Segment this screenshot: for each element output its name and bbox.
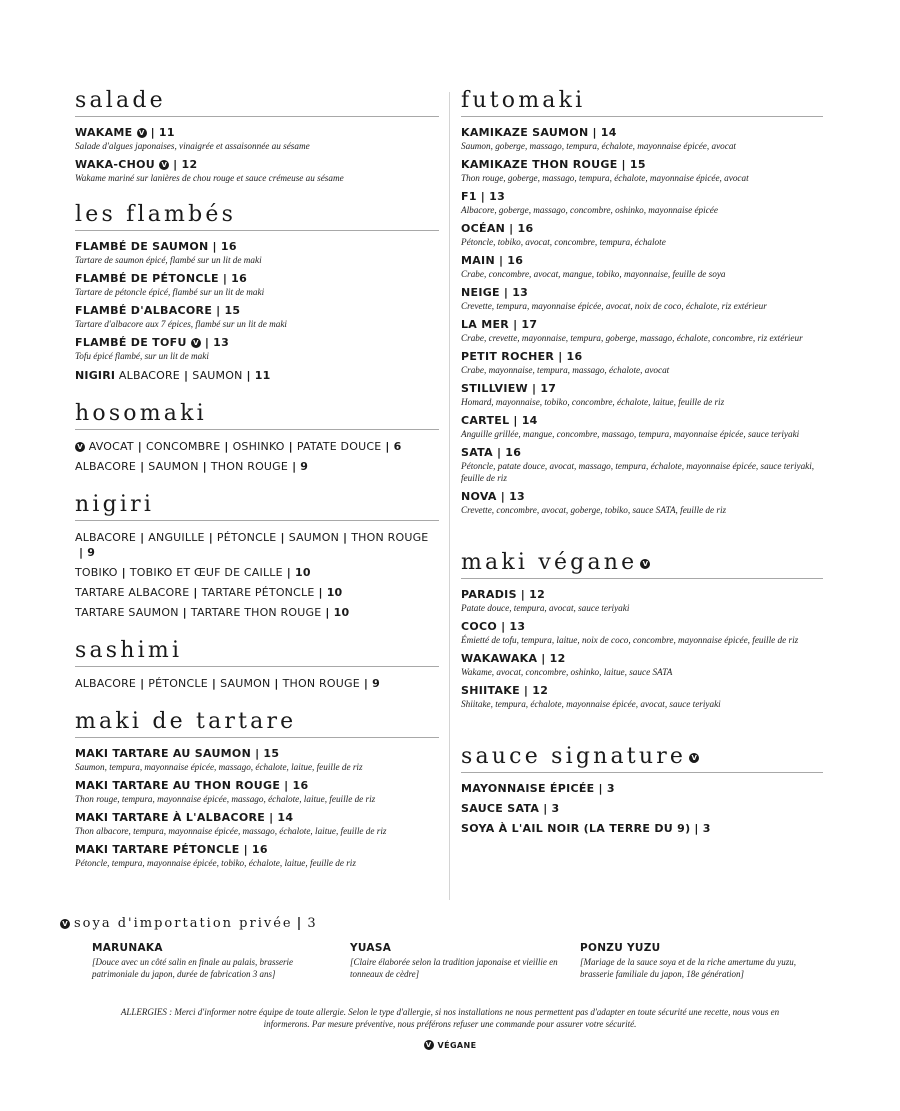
menu-item bbox=[461, 414, 823, 440]
soya-items bbox=[60, 941, 840, 989]
menu-item bbox=[461, 318, 823, 344]
menu-item-desc: Saumon, tempura, mayonnaise épicée, massago, échalote, laitue, feuille de riz bbox=[75, 762, 363, 772]
menu-item-desc: Wakame mariné sur lanières de chou rouge et sauce crémeuse au sésame bbox=[75, 173, 344, 183]
menu-item-desc: Crabe, crevette, mayonnaise, tempura, goberge, massago, échalote, concombre, riz extérieur bbox=[461, 333, 803, 343]
right-column bbox=[461, 88, 823, 854]
separator: | bbox=[121, 566, 126, 579]
section-title: hosomaki bbox=[75, 401, 439, 430]
menu-item-price: 13 bbox=[512, 286, 529, 299]
menu-item-desc: Patate douce, tempura, avocat, sauce teriyaki bbox=[461, 603, 630, 613]
vegan-icon: V bbox=[689, 753, 699, 763]
separator: | bbox=[280, 531, 285, 544]
separator: | bbox=[204, 336, 210, 349]
menu-item-name bbox=[461, 822, 823, 836]
menu-item-desc: Émietté de tofu, tempura, laitue, noix de coco, concombre, mayonnaise épicée, feuille de riz bbox=[461, 635, 799, 645]
separator: | bbox=[202, 460, 207, 473]
sauce-signature-items bbox=[461, 782, 823, 836]
vegan-icon: V bbox=[75, 442, 85, 452]
menu-item-price: 14 bbox=[277, 811, 294, 824]
soya-item bbox=[580, 941, 820, 980]
separator: | bbox=[480, 190, 486, 203]
menu-item-title: SOYA À L'AIL NOIR (LA TERRE DU 9) bbox=[461, 822, 691, 835]
menu-item-name bbox=[461, 652, 823, 666]
option-price: 6 bbox=[393, 440, 402, 453]
section-salade bbox=[75, 88, 439, 184]
vegan-icon: V bbox=[640, 559, 650, 569]
menu-item-name bbox=[461, 190, 823, 204]
menu-item-desc: Crevette, tempura, mayonnaise épicée, avocat, noix de coco, échalote, riz extérieur bbox=[461, 301, 767, 311]
menu-item-title: NOVA bbox=[461, 490, 497, 503]
menu-item bbox=[75, 158, 439, 184]
option-label: TARTARE SAUMON bbox=[75, 606, 179, 619]
menu-item-title: MAKI TARTARE AU THON ROUGE bbox=[75, 779, 281, 792]
menu-item-price: 12 bbox=[532, 684, 549, 697]
menu-item-title: OCÉAN bbox=[461, 222, 506, 235]
section-title: maki de tartare bbox=[75, 709, 439, 738]
option-row bbox=[75, 565, 439, 580]
menu-item-price: 3 bbox=[606, 782, 615, 795]
menu-item-desc: Thon rouge, goberge, massago, tempura, échalote, mayonnaise épicée, avocat bbox=[461, 173, 749, 183]
menu-item bbox=[75, 304, 439, 330]
option-label: THON ROUGE bbox=[282, 677, 360, 690]
menu-item-title: NEIGE bbox=[461, 286, 500, 299]
menu-item-price: 12 bbox=[529, 588, 546, 601]
menu-item-title: FLAMBÉ DE TOFU bbox=[75, 336, 187, 349]
menu-item-name bbox=[75, 747, 439, 761]
allergies-notice: ALLERGIES : Merci d'informer notre équipe de toute allergie. Selon le type d'allergie, si nos installations ne nous permettent pas d'adapter en toute sécurité une recette, nous vous en informerons. Par mesure préventive, nous préférons refuser une commande pour assurer votre sécurité. bbox=[120, 1007, 780, 1029]
menu-item-name bbox=[461, 158, 823, 172]
menu-item-price: 15 bbox=[224, 304, 241, 317]
menu-item-title: SAUCE SATA bbox=[461, 802, 540, 815]
separator: | bbox=[140, 460, 145, 473]
menu-item-title: CARTEL bbox=[461, 414, 510, 427]
menu-item-price: 13 bbox=[509, 620, 526, 633]
vegan-icon: V bbox=[191, 338, 201, 348]
section-nigiri bbox=[75, 492, 439, 620]
section-maki-vegane bbox=[461, 550, 823, 710]
separator: | bbox=[211, 677, 217, 690]
separator: | bbox=[541, 652, 546, 665]
menu-item-name bbox=[461, 414, 823, 428]
menu-item-title: MAKI TARTARE PÉTONCLE bbox=[75, 843, 240, 856]
menu-item-name bbox=[461, 222, 823, 236]
soya-item-desc: [Mariage de la sauce soya et de la riche amertume du yuzu, brasserie familiale du japon, 18e génération] bbox=[580, 957, 796, 979]
option-label: PÉTONCLE bbox=[148, 677, 208, 690]
legend-label: VÉGANE bbox=[437, 1041, 477, 1050]
option-price: 9 bbox=[372, 677, 380, 690]
option-label: OSHINKO bbox=[232, 440, 285, 453]
menu-item-title: STILLVIEW bbox=[461, 382, 528, 395]
menu-item-desc: Albacore, goberge, massago, concombre, oshinko, mayonnaise épicée bbox=[461, 205, 718, 215]
section-title bbox=[461, 744, 823, 773]
menu-item-desc: Pétoncle, tobiko, avocat, concombre, tempura, échalote bbox=[461, 237, 666, 247]
menu-item-name bbox=[75, 126, 439, 140]
option-label: TARTARE ALBACORE bbox=[75, 586, 190, 599]
menu-item-name bbox=[461, 588, 823, 602]
separator: | bbox=[286, 566, 291, 579]
menu-item-price: 16 bbox=[505, 446, 522, 459]
soya-item-name: MARUNAKA bbox=[92, 942, 163, 954]
option-row bbox=[75, 605, 439, 620]
menu-item-title: WAKAWAKA bbox=[461, 652, 538, 665]
option-label: SAUMON bbox=[192, 369, 243, 382]
menu-item-price: 15 bbox=[263, 747, 280, 760]
option-label: TOBIKO bbox=[75, 566, 118, 579]
section-title: salade bbox=[75, 88, 439, 117]
menu-item-name bbox=[75, 779, 439, 793]
menu-item-name bbox=[75, 336, 439, 350]
menu-item-price: 15 bbox=[629, 158, 646, 171]
separator: | bbox=[509, 222, 514, 235]
separator: | bbox=[183, 369, 189, 382]
separator: | bbox=[137, 440, 143, 453]
menu-item-name bbox=[461, 782, 823, 796]
separator: | bbox=[222, 272, 228, 285]
separator: | bbox=[385, 440, 390, 453]
soya-item-name: YUASA bbox=[350, 942, 392, 954]
menu-item-title: WAKAME bbox=[75, 126, 133, 139]
separator: | bbox=[150, 126, 155, 139]
soya-title-text: soya d'importation privée bbox=[74, 916, 293, 931]
menu-item-price: 17 bbox=[540, 382, 557, 395]
menu-item-desc: Crevette, concombre, avocat, goberge, tobiko, sauce SATA, feuille de riz bbox=[461, 505, 727, 515]
soya-item-name: PONZU YUZU bbox=[580, 942, 661, 954]
menu-item-price: 16 bbox=[251, 843, 268, 856]
option-price: 9 bbox=[87, 546, 96, 559]
option-row bbox=[75, 676, 439, 691]
separator: | bbox=[140, 677, 145, 690]
menu-item bbox=[461, 802, 823, 816]
separator: | bbox=[694, 822, 699, 835]
menu-item-title: MAKI TARTARE À L'ALBACORE bbox=[75, 811, 266, 824]
legend bbox=[0, 1040, 900, 1050]
option-label: THON ROUGE bbox=[210, 460, 289, 473]
option-label: ALBACORE bbox=[118, 369, 180, 382]
separator: | bbox=[513, 414, 518, 427]
separator: | bbox=[193, 586, 198, 599]
option-price: 11 bbox=[254, 369, 271, 382]
menu-item-desc: Pétoncle, tempura, mayonnaise épicée, tobiko, échalote, laitue, feuille de riz bbox=[75, 858, 356, 868]
option-price: 10 bbox=[326, 586, 343, 599]
section-title: sashimi bbox=[75, 638, 439, 667]
menu-item-desc: Shiitake, tempura, échalote, mayonnaise épicée, avocat, sauce teriyaki bbox=[461, 699, 721, 709]
menu-item-price: 17 bbox=[521, 318, 538, 331]
menu-item bbox=[75, 779, 439, 805]
separator: | bbox=[520, 588, 526, 601]
left-column bbox=[75, 88, 439, 887]
option-row bbox=[75, 459, 439, 474]
menu-item-price: 16 bbox=[566, 350, 583, 363]
menu-item-price: 14 bbox=[600, 126, 617, 139]
menu-item-desc: Tartare d'albacore aux 7 épices, flambé sur un lit de maki bbox=[75, 319, 287, 329]
option-label: SAUMON bbox=[148, 460, 199, 473]
menu-item-title: COCO bbox=[461, 620, 498, 633]
menu-item bbox=[461, 126, 823, 152]
menu-item-title: LA MER bbox=[461, 318, 510, 331]
menu-item-desc: Homard, mayonnaise, tobiko, concombre, échalote, laitue, feuille de riz bbox=[461, 397, 725, 407]
separator: | bbox=[246, 369, 251, 382]
option-label: SAUMON bbox=[220, 677, 271, 690]
separator: | bbox=[292, 460, 297, 473]
separator: | bbox=[216, 304, 221, 317]
section-flambes bbox=[75, 202, 439, 383]
separator: | bbox=[296, 916, 304, 931]
menu-item bbox=[461, 382, 823, 408]
menu-item-desc: Tartare de pétoncle épicé, flambé sur un lit de maki bbox=[75, 287, 265, 297]
menu-item-price: 16 bbox=[220, 240, 237, 253]
menu-item-desc: Tartare de saumon épicé, flambé sur un lit de maki bbox=[75, 255, 262, 265]
menu-item bbox=[461, 684, 823, 710]
menu-item-name bbox=[461, 620, 823, 634]
menu-item bbox=[75, 272, 439, 298]
section-title: nigiri bbox=[75, 492, 439, 521]
separator: | bbox=[513, 318, 518, 331]
menu-item bbox=[461, 652, 823, 678]
separator: | bbox=[224, 440, 229, 453]
menu-item-title: PARADIS bbox=[461, 588, 517, 601]
menu-item-name bbox=[461, 684, 823, 698]
menu-item-title: MAKI TARTARE AU SAUMON bbox=[75, 747, 252, 760]
section-title: les flambés bbox=[75, 202, 439, 231]
menu-item-price: 16 bbox=[292, 779, 309, 792]
menu-item-title: SATA bbox=[461, 446, 493, 459]
option-label: ALBACORE bbox=[75, 677, 137, 690]
menu-item-name bbox=[75, 240, 439, 254]
soya-item bbox=[92, 941, 332, 980]
separator: | bbox=[592, 126, 597, 139]
menu-item-name bbox=[461, 802, 823, 816]
separator: | bbox=[274, 677, 279, 690]
menu-item-title: F1 bbox=[461, 190, 477, 203]
separator: | bbox=[284, 779, 289, 792]
separator: | bbox=[543, 802, 548, 815]
menu-item-price: 12 bbox=[181, 158, 198, 171]
salade-items bbox=[75, 126, 439, 184]
section-title-text: sauce signature bbox=[461, 744, 687, 769]
separator: | bbox=[523, 684, 529, 697]
menu-item bbox=[75, 126, 439, 152]
menu-item-title: MAYONNAISE ÉPICÉE bbox=[461, 782, 595, 795]
option-category: NIGIRI bbox=[75, 369, 116, 382]
menu-item bbox=[461, 620, 823, 646]
menu-item-name bbox=[75, 811, 439, 825]
separator: | bbox=[255, 747, 260, 760]
menu-item-desc: Pétoncle, patate douce, avocat, massago, tempura, échalote, mayonnaise épicée, sauce teriyaki, feuille de riz bbox=[461, 461, 815, 483]
flambes-items bbox=[75, 240, 439, 362]
menu-item-title: WAKA-CHOU bbox=[75, 158, 156, 171]
menu-item-price: 16 bbox=[517, 222, 534, 235]
option-label: TARTARE PÉTONCLE bbox=[201, 586, 315, 599]
menu-item-desc: Crabe, concombre, avocat, mangue, tobiko, mayonnaise, feuille de soya bbox=[461, 269, 726, 279]
option-label: AVOCAT bbox=[88, 440, 134, 453]
vegan-icon: V bbox=[137, 128, 147, 138]
section-sashimi bbox=[75, 638, 439, 691]
menu-item-title: FLAMBÉ D'ALBACORE bbox=[75, 304, 213, 317]
separator: | bbox=[363, 677, 369, 690]
section-futomaki bbox=[461, 88, 823, 516]
option-row bbox=[75, 439, 439, 454]
menu-item bbox=[461, 350, 823, 376]
menu-item-title: FLAMBÉ DE PÉTONCLE bbox=[75, 272, 219, 285]
menu-item-price: 16 bbox=[231, 272, 248, 285]
soya-title bbox=[60, 916, 840, 931]
menu-item-name bbox=[75, 272, 439, 286]
option-price: 9 bbox=[300, 460, 309, 473]
menu-item-name bbox=[461, 318, 823, 332]
menu-item-title: SHIITAKE bbox=[461, 684, 520, 697]
vegan-icon: V bbox=[159, 160, 169, 170]
menu-item bbox=[461, 782, 823, 796]
menu-item-title: MAIN bbox=[461, 254, 495, 267]
separator: | bbox=[140, 531, 145, 544]
menu-item bbox=[75, 747, 439, 773]
section-title bbox=[461, 550, 823, 579]
futomaki-items bbox=[461, 126, 823, 516]
option-price: 10 bbox=[295, 566, 311, 579]
option-row bbox=[75, 585, 439, 600]
separator: | bbox=[498, 254, 504, 267]
section-title-text: maki végane bbox=[461, 550, 638, 575]
separator: | bbox=[79, 546, 84, 559]
vegan-icon: V bbox=[60, 919, 70, 929]
section-title: futomaki bbox=[461, 88, 823, 117]
option-label: ALBACORE bbox=[75, 531, 137, 544]
nigiri-rows bbox=[75, 530, 439, 620]
menu-item-title: FLAMBÉ DE SAUMON bbox=[75, 240, 209, 253]
menu-item-name bbox=[75, 843, 439, 857]
menu-item-name bbox=[461, 286, 823, 300]
soya-price: 3 bbox=[307, 916, 318, 931]
menu-item bbox=[75, 240, 439, 266]
menu-item-name bbox=[461, 382, 823, 396]
section-soya bbox=[60, 916, 840, 989]
menu-item bbox=[461, 286, 823, 312]
option-price: 10 bbox=[333, 606, 350, 619]
option-label: TOBIKO ET ŒUF DE CAILLE bbox=[129, 566, 283, 579]
separator: | bbox=[621, 158, 626, 171]
menu-item-name bbox=[461, 446, 823, 460]
flambes-nigiri-row bbox=[75, 368, 439, 383]
menu-item-desc: Thon albacore, tempura, mayonnaise épicée, massago, échalote, laitue, feuille de riz bbox=[75, 826, 387, 836]
separator: | bbox=[558, 350, 563, 363]
menu-item-price: 12 bbox=[549, 652, 566, 665]
menu-item-name bbox=[461, 126, 823, 140]
separator: | bbox=[173, 158, 178, 171]
menu-item bbox=[461, 254, 823, 280]
soya-item-desc: [Claire élaborée selon la tradition japonaise et vieillie en tonneaux de cèdre] bbox=[350, 957, 558, 979]
menu-item-title: PETIT ROCHER bbox=[461, 350, 555, 363]
separator: | bbox=[500, 490, 506, 503]
menu-item bbox=[461, 490, 823, 516]
menu-item bbox=[75, 843, 439, 869]
menu-item-name bbox=[75, 304, 439, 318]
menu-item-name bbox=[461, 490, 823, 504]
option-row bbox=[75, 530, 439, 560]
option-label: ALBACORE bbox=[75, 460, 137, 473]
option-label: SAUMON bbox=[288, 531, 340, 544]
option-label: CONCOMBRE bbox=[146, 440, 221, 453]
separator: | bbox=[208, 531, 213, 544]
menu-item bbox=[461, 222, 823, 248]
menu-item-price: 3 bbox=[702, 822, 711, 835]
menu-item-desc: Tofu épicé flambé, sur un lit de maki bbox=[75, 351, 209, 361]
sashimi-rows bbox=[75, 676, 439, 691]
menu-item bbox=[75, 336, 439, 362]
menu-item bbox=[461, 158, 823, 184]
menu-item-desc: Wakame, avocat, concombre, oshinko, laitue, sauce SATA bbox=[461, 667, 673, 677]
section-maki-tartare bbox=[75, 709, 439, 869]
menu-item-price: 11 bbox=[158, 126, 175, 139]
vegan-icon: V bbox=[424, 1040, 434, 1050]
option-label: ANGUILLE bbox=[148, 531, 205, 544]
menu-item-desc: Thon rouge, tempura, mayonnaise épicée, massago, échalote, laitue, feuille de riz bbox=[75, 794, 376, 804]
option-label: PATATE DOUCE bbox=[296, 440, 382, 453]
separator: | bbox=[243, 843, 248, 856]
menu-item-desc: Salade d'algues japonaises, vinaigrée et assaisonnée au sésame bbox=[75, 141, 310, 151]
soya-item bbox=[350, 941, 560, 980]
menu-item bbox=[75, 811, 439, 837]
separator: | bbox=[269, 811, 274, 824]
hosomaki-rows bbox=[75, 439, 439, 474]
menu-item bbox=[461, 588, 823, 614]
column-divider bbox=[449, 92, 450, 900]
menu-item bbox=[461, 190, 823, 216]
separator: | bbox=[212, 240, 217, 253]
menu-item-title: KAMIKAZE SAUMON bbox=[461, 126, 589, 139]
option-row bbox=[75, 368, 439, 383]
menu-item-price: 16 bbox=[507, 254, 524, 267]
menu-item-price: 13 bbox=[509, 490, 525, 503]
separator: | bbox=[325, 606, 330, 619]
option-label: THON ROUGE bbox=[351, 531, 429, 544]
separator: | bbox=[598, 782, 603, 795]
separator: | bbox=[501, 620, 506, 633]
separator: | bbox=[496, 446, 502, 459]
menu-item-price: 3 bbox=[551, 802, 560, 815]
menu-item bbox=[461, 446, 823, 484]
separator: | bbox=[318, 586, 323, 599]
separator: | bbox=[182, 606, 187, 619]
menu-item-name bbox=[75, 158, 439, 172]
menu-item-name bbox=[461, 254, 823, 268]
section-sauce-signature bbox=[461, 744, 823, 836]
option-label: TARTARE THON ROUGE bbox=[190, 606, 322, 619]
maki-vegane-items bbox=[461, 588, 823, 710]
section-hosomaki bbox=[75, 401, 439, 474]
menu-item-desc: Saumon, goberge, massago, tempura, échalote, mayonnaise épicée, avocat bbox=[461, 141, 736, 151]
separator: | bbox=[503, 286, 509, 299]
separator: | bbox=[343, 531, 348, 544]
menu-item-name bbox=[461, 350, 823, 364]
menu-item bbox=[461, 822, 823, 836]
separator: | bbox=[288, 440, 293, 453]
maki-tartare-items bbox=[75, 747, 439, 869]
menu-item-price: 13 bbox=[213, 336, 230, 349]
menu-item-price: 14 bbox=[521, 414, 538, 427]
separator: | bbox=[531, 382, 537, 395]
menu-item-price: 13 bbox=[489, 190, 506, 203]
menu-item-desc: Crabe, mayonnaise, tempura, massago, échalote, avocat bbox=[461, 365, 670, 375]
option-label: PÉTONCLE bbox=[216, 531, 277, 544]
soya-item-desc: [Douce avec un côté salin en finale au palais, brasserie patrimoniale du japon, durée de fabrication 3 ans] bbox=[92, 957, 293, 979]
menu-item-title: KAMIKAZE THON ROUGE bbox=[461, 158, 618, 171]
menu-item-desc: Anguille grillée, mangue, concombre, massago, tempura, mayonnaise épicée, sauce teriyaki bbox=[461, 429, 800, 439]
